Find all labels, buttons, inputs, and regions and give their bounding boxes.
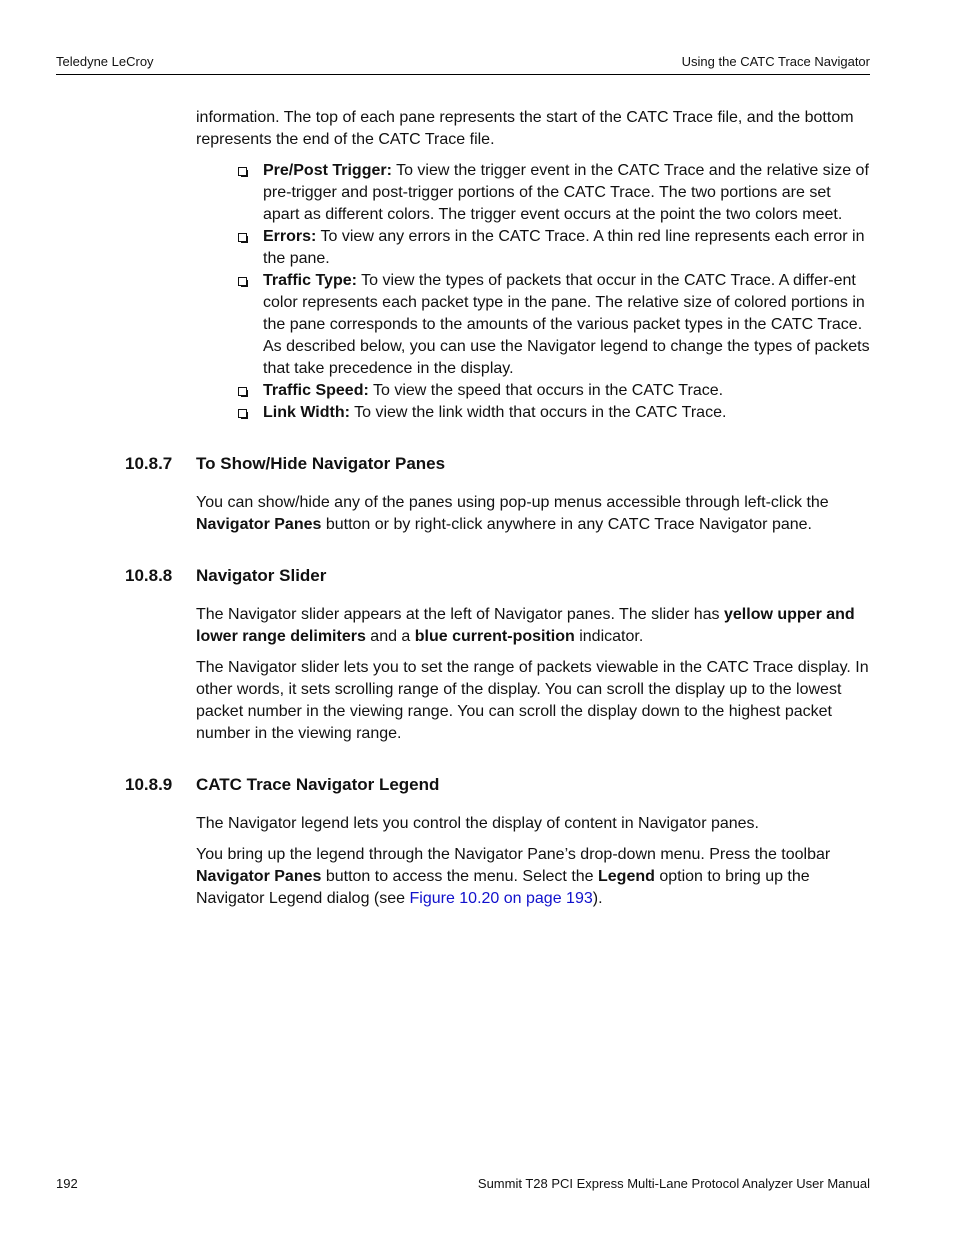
manual-title: Summit T28 PCI Express Multi-Lane Protocol Analyzer User Manual — [477, 1176, 870, 1191]
text-run: and a — [365, 628, 415, 645]
checkbox-bullet-icon — [238, 387, 247, 396]
list-item-text: To view the trigger event in the CATC Trace and the relative size of pre-trigger and post-trigger portions of the CATC Trace. The two portions are set apart as different colors. The trigger event occurs at the point the two colors meet. — [263, 162, 869, 223]
list-item-errors — [263, 226, 870, 270]
text-run: You bring up the legend through the Navigator Pane’s drop-down menu. Press the toolbar — [196, 846, 831, 863]
show-hide-paragraph — [196, 492, 870, 536]
text-run: button to access the menu. Select the — [321, 868, 598, 885]
bold-run: Navigator Panes — [196, 516, 322, 533]
text-run: The Navigator slider appears at the left of Navigator panes. The slider has — [196, 606, 724, 623]
list-item-link-width — [263, 402, 870, 424]
legend-paragraph-1: The Navigator legend lets you control the display of content in Navigator panes. — [196, 815, 759, 832]
page-header — [56, 52, 870, 75]
intro-paragraph: information. The top of each pane represents the start of the CATC Trace file, and the bottom represents the end of the CATC Trace file. — [196, 109, 854, 148]
list-item-label: Pre/Post Trigger: — [263, 162, 392, 179]
legend-paragraph-2 — [196, 844, 870, 910]
checkbox-bullet-icon — [238, 233, 247, 242]
slider-paragraph-2: The Navigator slider lets you to set the range of packets viewable in the CATC Trace display. In other words, it sets scrolling range of the display. You can scroll the display up to the lowest packet number in the viewing range. You can scroll the display down to the highest packet number in the viewing range. — [196, 659, 869, 742]
section-heading-10-8-9 — [125, 774, 870, 796]
section-title: Navigator Slider — [196, 566, 327, 585]
section-title: CATC Trace Navigator Legend — [196, 775, 440, 794]
checkbox-bullet-icon — [238, 167, 247, 176]
list-item-text: To view any errors in the CATC Trace. A thin red line represents each error in the pane. — [263, 228, 865, 267]
section-number: 10.8.9 — [125, 775, 173, 794]
section-heading-10-8-8 — [125, 565, 870, 587]
list-item-label: Link Width: — [263, 404, 350, 421]
bold-run: Navigator Panes — [196, 868, 322, 885]
text-run: ). — [592, 890, 603, 907]
header-chapter-title: Using the CATC Trace Navigator — [681, 54, 870, 69]
page-body — [125, 107, 870, 919]
checkbox-bullet-icon — [238, 277, 247, 286]
list-item-label: Traffic Type: — [263, 272, 357, 289]
list-item-label: Errors: — [263, 228, 317, 245]
page-footer — [56, 1176, 870, 1196]
section-number: 10.8.7 — [125, 454, 173, 473]
page-number: 192 — [56, 1176, 78, 1191]
bold-run: Legend — [598, 868, 655, 885]
text-run: You can show/hide any of the panes using pop-up menus accessible through left-click the — [196, 494, 829, 511]
bold-run: blue current-position — [414, 628, 575, 645]
slider-paragraph-1 — [196, 604, 870, 648]
list-item-pre-post-trigger — [263, 160, 870, 226]
list-item-traffic-type — [263, 270, 870, 380]
pane-type-list — [196, 160, 870, 424]
header-company: Teledyne LeCroy — [56, 54, 154, 69]
checkbox-bullet-icon — [238, 409, 247, 418]
list-item-text: To view the link width that occurs in the CATC Trace. — [349, 404, 727, 421]
section-heading-10-8-7 — [125, 453, 870, 475]
figure-link[interactable]: Figure 10.20 on page 193 — [409, 890, 593, 907]
list-item-text: To view the types of packets that occur in the CATC Trace. A differ-ent color represents each packet type in the pane. The relative size of colored portions in the pane corresponds to the amounts of the various packet types in the CATC Trace. As described below, you can use the Navigator legend to change the types of packets that take precedence in the display. — [263, 272, 870, 377]
text-run: option to bring up the Navigator Legend dialog (see — [196, 868, 810, 907]
section-number: 10.8.8 — [125, 566, 173, 585]
list-item-traffic-speed — [263, 380, 870, 402]
text-run: indicator. — [574, 628, 644, 645]
list-item-text: To view the speed that occurs in the CATC Trace. — [368, 382, 724, 399]
section-title: To Show/Hide Navigator Panes — [196, 454, 446, 473]
text-run: button or by right-click anywhere in any CATC Trace Navigator pane. — [321, 516, 812, 533]
bold-run: yellow upper and lower range delimiters — [196, 606, 855, 645]
list-item-label: Traffic Speed: — [263, 382, 369, 399]
